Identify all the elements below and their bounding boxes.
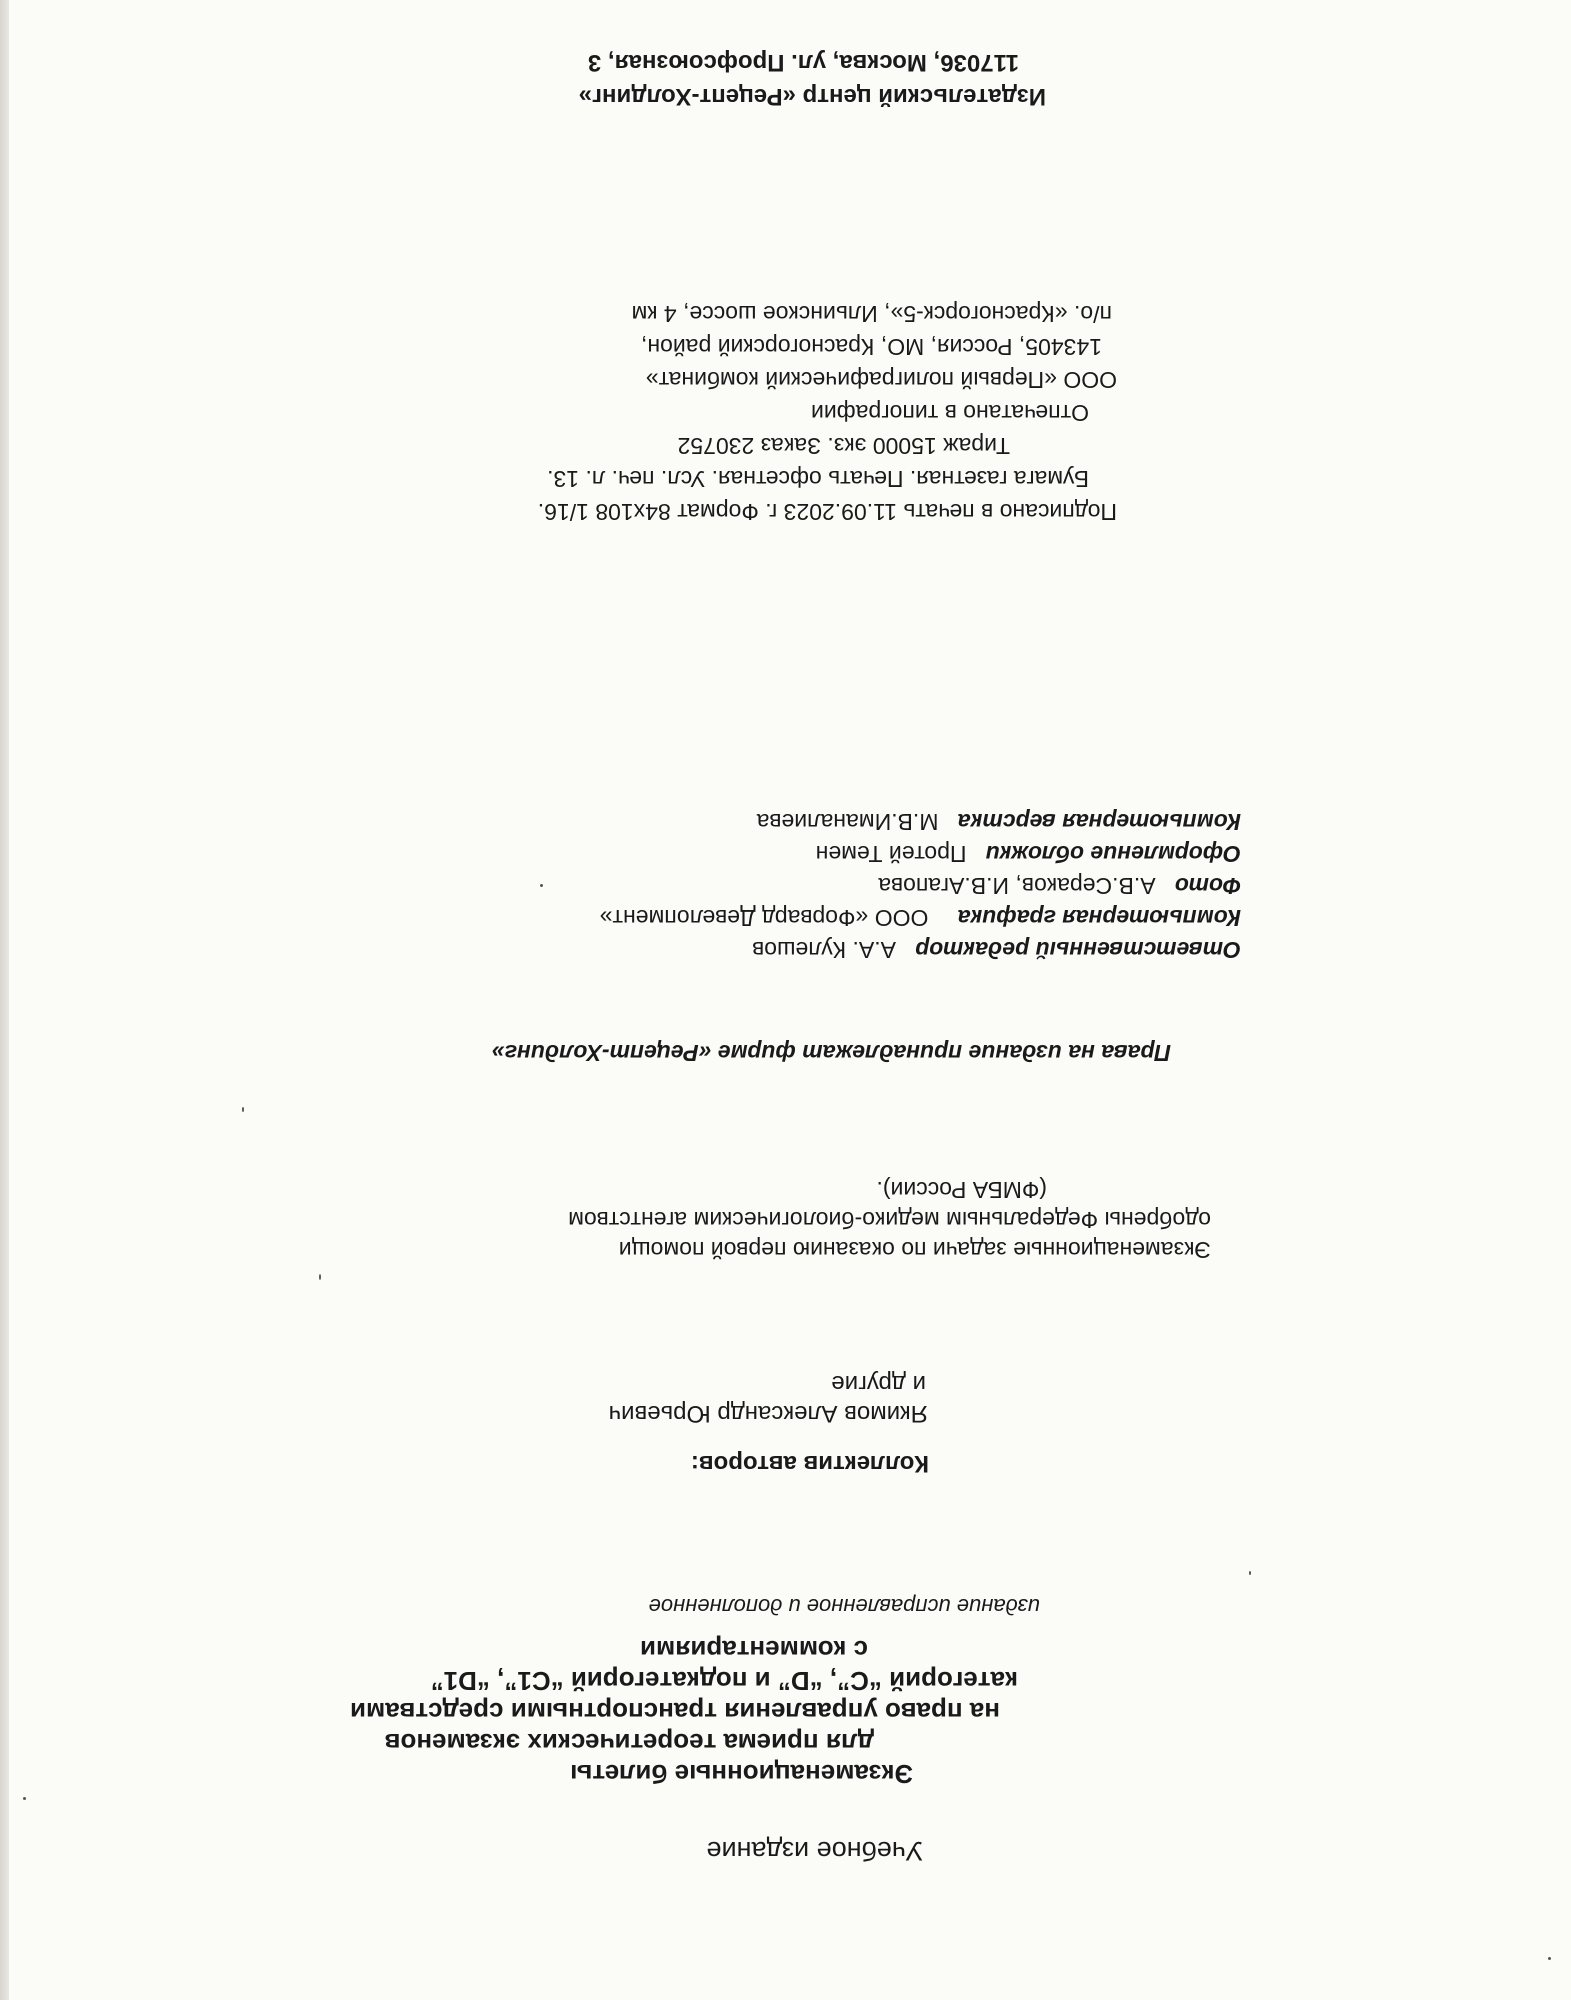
credit-value: А.В.Сераков, И.В.Агапова xyxy=(878,873,1156,899)
imprint-line: 143405, Россия, МО, Красногорский район, xyxy=(641,334,1102,360)
publisher-name: Издательский центр «Рецепт-Холдинг» xyxy=(578,83,1046,110)
publication-type-text: Учебное издание xyxy=(706,1836,923,1866)
scan-speck xyxy=(319,1274,321,1280)
title-line: категорий “С”, “D” и подкатегорий “С1”, “D1” xyxy=(430,1666,1018,1696)
scan-speck xyxy=(23,1797,26,1800)
print-imprint xyxy=(538,297,1117,528)
credit-row xyxy=(600,902,1241,934)
page-edge xyxy=(0,0,9,2000)
credit-row xyxy=(600,806,1241,838)
credit-role: Фото xyxy=(1174,873,1241,899)
title-line: на право управления транспортными средствами xyxy=(350,1697,1000,1727)
scan-speck xyxy=(540,884,543,887)
rights-text: Права на издание принадлежат фирме «Рецепт-Холдинг» xyxy=(491,1040,1171,1066)
credit-row xyxy=(600,838,1241,870)
imprint-line: п/о. «Красногорск-5», Ильинское шоссе, 4 км xyxy=(631,301,1112,327)
credit-value: ООО «Форвард Девелопмент» xyxy=(599,905,929,931)
imprint-line: Подписано в печать 11.09.2023 г. Формат 84х108 1/16. xyxy=(537,499,1117,525)
authors-heading xyxy=(691,1448,929,1478)
credit-value: Протей Темен xyxy=(815,841,967,867)
publisher-address: 117036, Москва, ул. Профсоюзная, 3 xyxy=(587,49,1019,76)
scan-speck xyxy=(1548,1957,1551,1960)
credit-value: М.В.Иманалиева xyxy=(756,809,939,835)
credit-role: Компьютерная верстка xyxy=(957,809,1241,835)
authors-heading-text: Коллектив авторов: xyxy=(690,1450,929,1477)
credit-role: Ответственный редактор xyxy=(915,937,1241,963)
imprint-line: Тираж 15000 экз. Заказ 230752 xyxy=(677,433,1010,459)
staff-credits xyxy=(600,806,1241,966)
edition-note xyxy=(649,1593,1040,1621)
credit-value: А.А. Кулешов xyxy=(752,937,896,963)
credit-role: Компьютерная графика xyxy=(957,905,1241,931)
approval-note xyxy=(568,1175,1211,1265)
imprint-line: Отпечатано в типографии xyxy=(811,400,1089,426)
credit-role: Оформление обложки xyxy=(985,841,1241,867)
publisher-info xyxy=(579,45,1046,113)
authors-list xyxy=(609,1368,928,1428)
scan-speck xyxy=(242,1107,244,1112)
credit-row xyxy=(600,934,1241,966)
imprint-line: ООО «Первый полиграфический комбинат» xyxy=(645,367,1117,393)
book-title xyxy=(350,1634,1018,1789)
publication-type xyxy=(707,1833,924,1867)
title-line: с комментариями xyxy=(640,1635,868,1665)
credit-row xyxy=(600,870,1241,902)
approval-line: (ФМБА России). xyxy=(876,1177,1047,1203)
rights-statement xyxy=(492,1038,1171,1067)
title-line: для приема теоретических экзаменов xyxy=(384,1728,874,1758)
author-name: Якимов Александр Юрьевич xyxy=(608,1400,928,1427)
title-line: Экзаменационные билеты xyxy=(570,1759,913,1789)
scan-speck xyxy=(1249,1571,1251,1575)
approval-line: одобрены Федеральным медико-биологическим агентством xyxy=(568,1207,1211,1233)
author-name: и другие xyxy=(831,1370,926,1397)
edition-text: издание исправленное и дополненное xyxy=(648,1594,1040,1619)
approval-line: Экзаменационные задачи по оказанию первой помощи xyxy=(618,1237,1211,1263)
imprint-line: Бумага газетная. Печать офсетная. Усл. печ. л. 13. xyxy=(547,466,1089,492)
